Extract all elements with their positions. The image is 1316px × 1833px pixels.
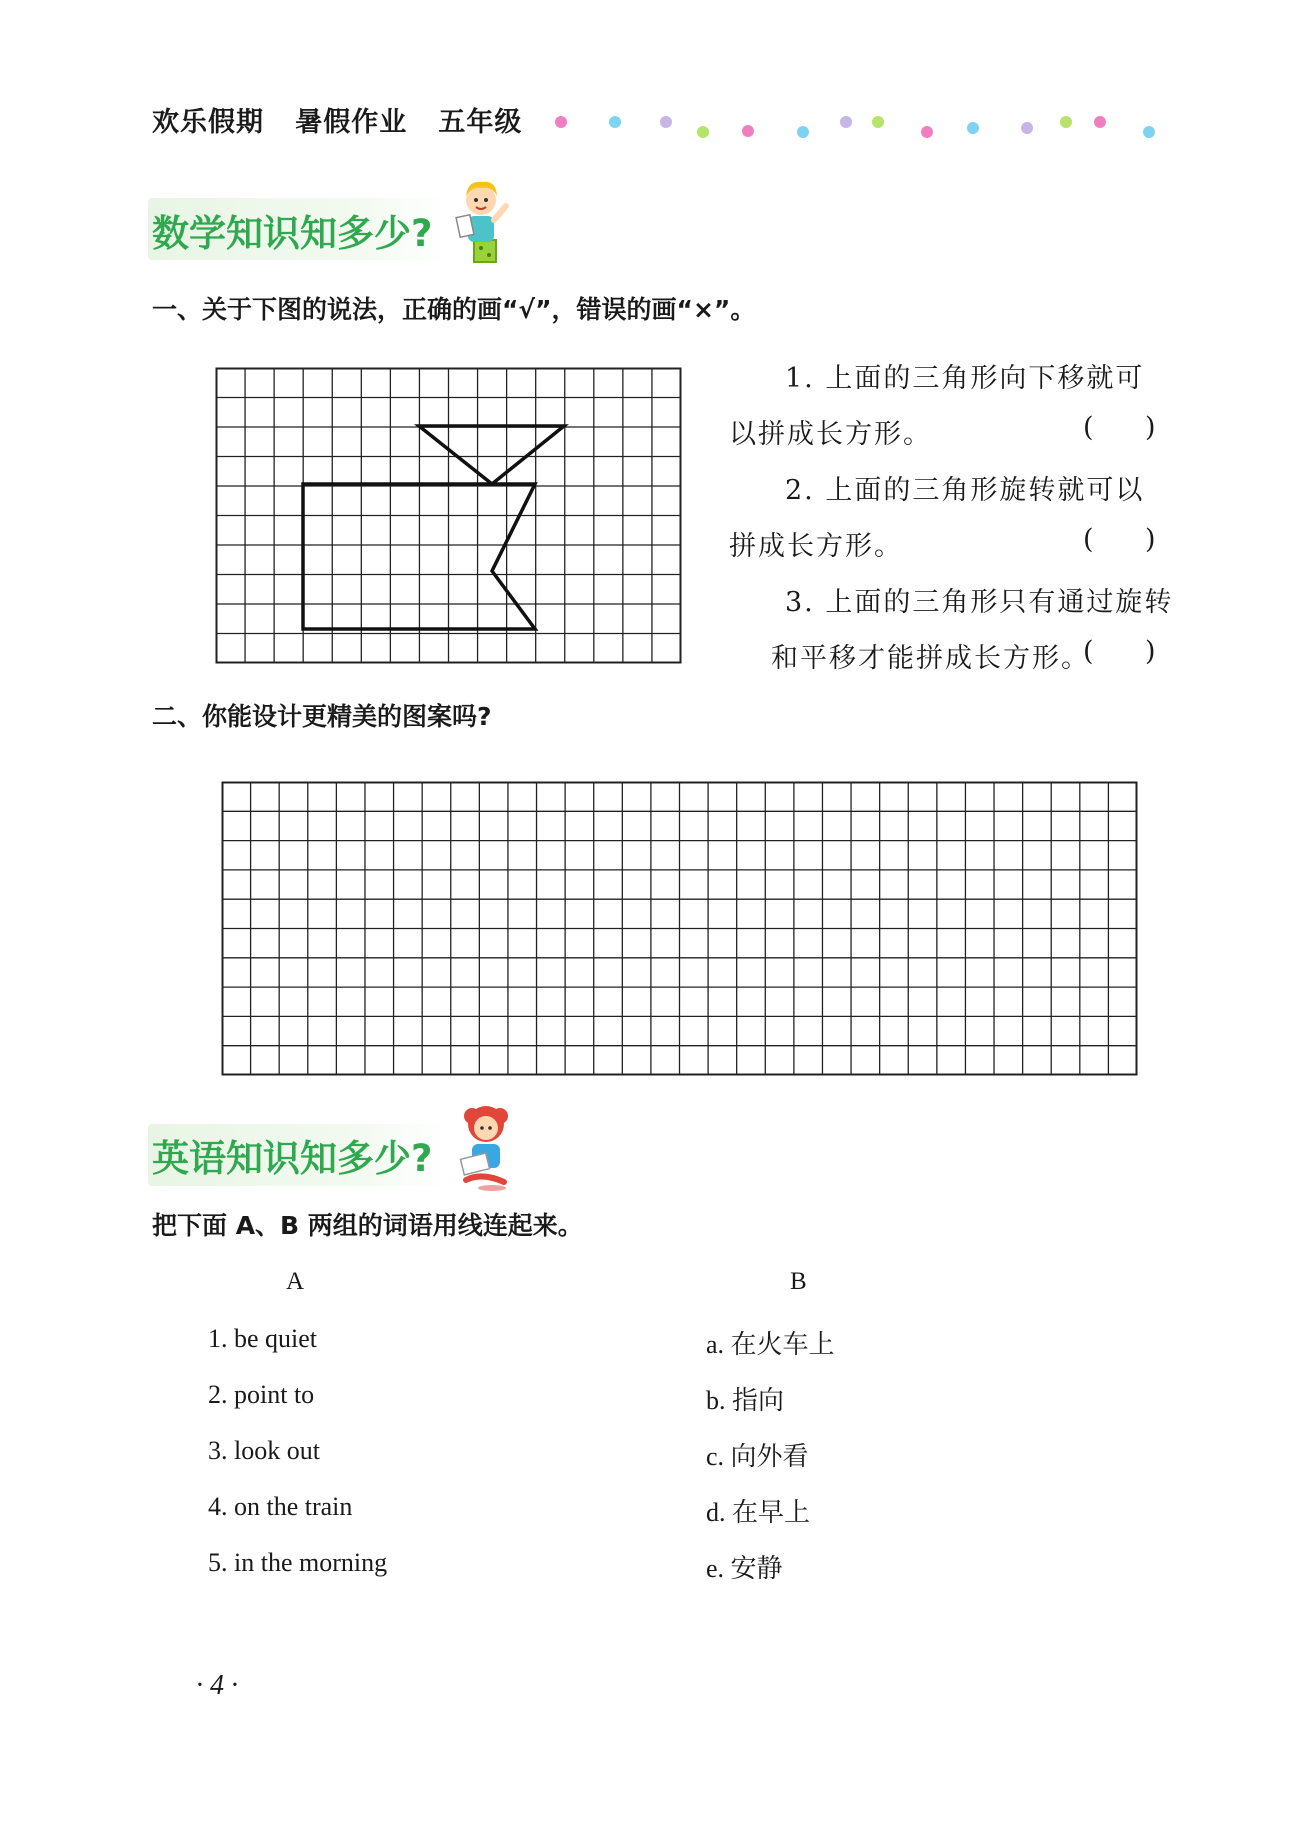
decor-dot <box>1094 116 1106 128</box>
column-a-item[interactable]: 5. in the morning <box>208 1548 388 1577</box>
decor-dot <box>1143 126 1155 138</box>
header-title: 欢乐假期 暑假作业 五年级 <box>152 107 523 138</box>
column-b-item[interactable]: a. 在火车上 <box>706 1330 835 1359</box>
statement-1-line2: 以拼成长方形。 <box>729 419 932 450</box>
q2-drawing-grid[interactable] <box>222 782 1138 1076</box>
column-b-item[interactable]: e. 安静 <box>706 1554 783 1583</box>
decor-dot <box>1060 116 1072 128</box>
q2-heading: 二、你能设计更精美的图案吗? <box>152 702 492 731</box>
q1-grid-lines <box>216 368 681 663</box>
column-b-label: B <box>790 1268 807 1295</box>
column-b-item[interactable]: b. 指向 <box>706 1386 785 1415</box>
statement-3-answer[interactable]: ( ) <box>1083 636 1156 667</box>
decor-dot <box>872 116 884 128</box>
column-b-item[interactable]: d. 在早上 <box>706 1498 811 1527</box>
decor-dot <box>1021 122 1033 134</box>
decor-dot <box>609 116 621 128</box>
statement-2-line1: 2. 上面的三角形旋转就可以 <box>785 475 1145 506</box>
statement-1-line1: 1. 上面的三角形向下移就可 <box>785 363 1145 394</box>
column-a-item[interactable]: 1. be quiet <box>208 1324 318 1353</box>
english-instruction: 把下面 A、B 两组的词语用线连起来。 <box>152 1211 583 1240</box>
decor-dot <box>742 125 754 137</box>
q2-grid-lines <box>222 782 1137 1075</box>
decor-dot <box>840 116 852 128</box>
statement-2-line2: 拼成长方形。 <box>729 531 903 562</box>
statement-2-answer[interactable]: ( ) <box>1083 524 1156 555</box>
q1-grid-figure <box>216 368 682 664</box>
girl-reading-icon <box>452 1102 518 1194</box>
column-b-item[interactable]: c. 向外看 <box>706 1442 809 1471</box>
statement-3-line2: 和平移才能拼成长方形。 <box>771 643 1090 674</box>
math-section-title: 数学知识知多少? <box>152 212 433 255</box>
statement-1-answer[interactable]: ( ) <box>1083 412 1156 443</box>
boy-reading-icon <box>448 176 518 266</box>
column-a-item[interactable]: 2. point to <box>208 1380 315 1409</box>
column-a-item[interactable]: 4. on the train <box>208 1492 353 1521</box>
page-number: · 4 · <box>196 1670 238 1701</box>
statement-3-line1: 3. 上面的三角形只有通过旋转 <box>785 587 1174 618</box>
decor-dot <box>967 122 979 134</box>
decor-dot <box>660 116 672 128</box>
decor-dot <box>697 126 709 138</box>
decor-dot <box>797 126 809 138</box>
english-section-title: 英语知识知多少? <box>152 1137 433 1180</box>
column-a-label: A <box>286 1268 305 1295</box>
column-a-item[interactable]: 3. look out <box>208 1436 320 1465</box>
decor-dot <box>921 126 933 138</box>
q1-heading: 一、关于下图的说法，正确的画“√”，错误的画“×”。 <box>152 295 756 324</box>
decor-dot <box>555 116 567 128</box>
triangle-shape <box>419 426 564 484</box>
